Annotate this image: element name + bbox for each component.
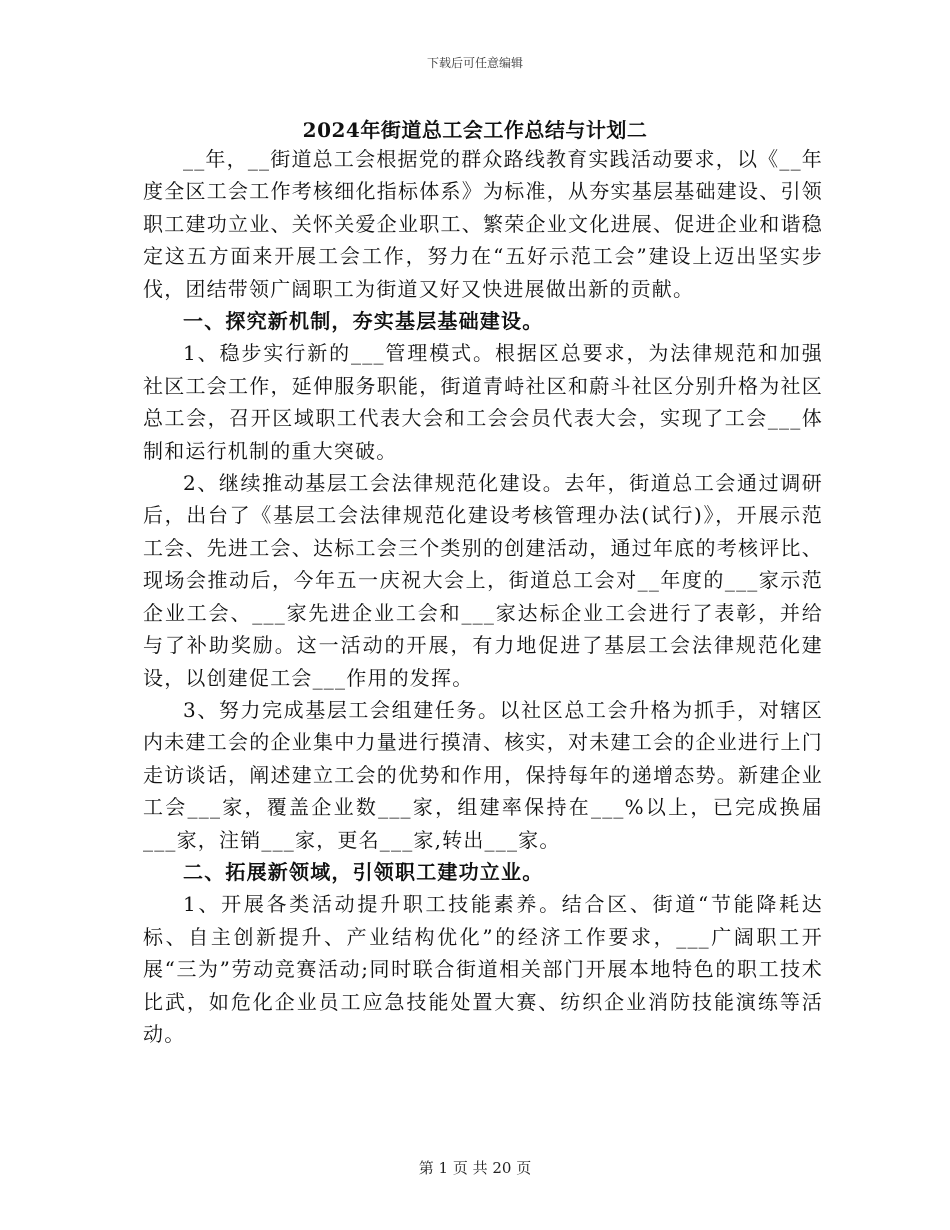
header-note: 下载后可任意编辑 — [426, 56, 523, 70]
paragraph-2-1: 1、开展各类活动提升职工技能素养。结合区、街道“节能降耗达标、自主创新提升、产业结构优化”的经济工作要求，___广阔职工开展“三为”劳动竞赛活动;同时联合街道相关部门开展本地特色的职工技术比武，如危化企业员工应急技能处置大赛、纺织企业消防技能演练等活动。 — [143, 892, 823, 1046]
paragraph-1-3: 3、努力完成基层工会组建任务。以社区总工会升格为抓手，对辖区内未建工会的企业集中力量进行摸清、核实，对未建工会的企业进行上门走访谈话，阐述建立工会的优势和作用，保持每年的递增态势。新建企业工会___家，覆盖企业数___家，组建率保持在___%以上，已完成换届___家，注销___家，更名___家,转出___家。 — [143, 697, 823, 852]
paragraph-1-1: 1、稳步实行新的___管理模式。根据区总要求，为法律规范和加强社区工会工作，延伸服务职能，街道青峙社区和蔚斗社区分别升格为社区总工会，召开区域职工代表大会和工会会员代表大会，实现了工会___体制和运行机制的重大突破。 — [143, 341, 823, 463]
paragraph-intro: __年，__街道总工会根据党的群众路线教育实践活动要求，以《__年度全区工会工作考核细化指标体系》为标准，从夯实基层基础建设、引领职工建功立业、关怀关爱企业职工、繁荣企业文化进展、促进企业和谐稳定这五方面来开展工会工作，努力在“五好示范工会”建设上迈出坚实步伐，团结带领广阔职工为街道又好又快进展做出新的贡献。 — [143, 147, 823, 301]
document-title: 2024年街道总工会工作总结与计划二 — [302, 118, 648, 142]
document-body — [143, 143, 823, 1050]
paragraph-1-2: 2、继续推动基层工会法律规范化建设。去年，街道总工会通过调研后，出台了《基层工会法律规范化建设考核管理办法(试行)》，开展示范工会、先进工会、达标工会三个类别的创建活动，通过年底的考核评比、现场会推动后，今年五一庆祝大会上，街道总工会对__年度的___家示范企业工会、___家先进企业工会和___家达标企业工会进行了表彰，并给与了补助奖励。这一活动的开展，有力地促进了基层工会法律规范化建设，以创建促工会___作用的发挥。 — [143, 471, 823, 690]
section-heading-1: 一、探究新机制，夯实基层基础建设。 — [183, 309, 544, 334]
section-heading-2: 二、拓展新领域，引领职工建功立业。 — [183, 859, 544, 884]
page-number: 第 1 页 共 20 页 — [418, 1159, 532, 1177]
